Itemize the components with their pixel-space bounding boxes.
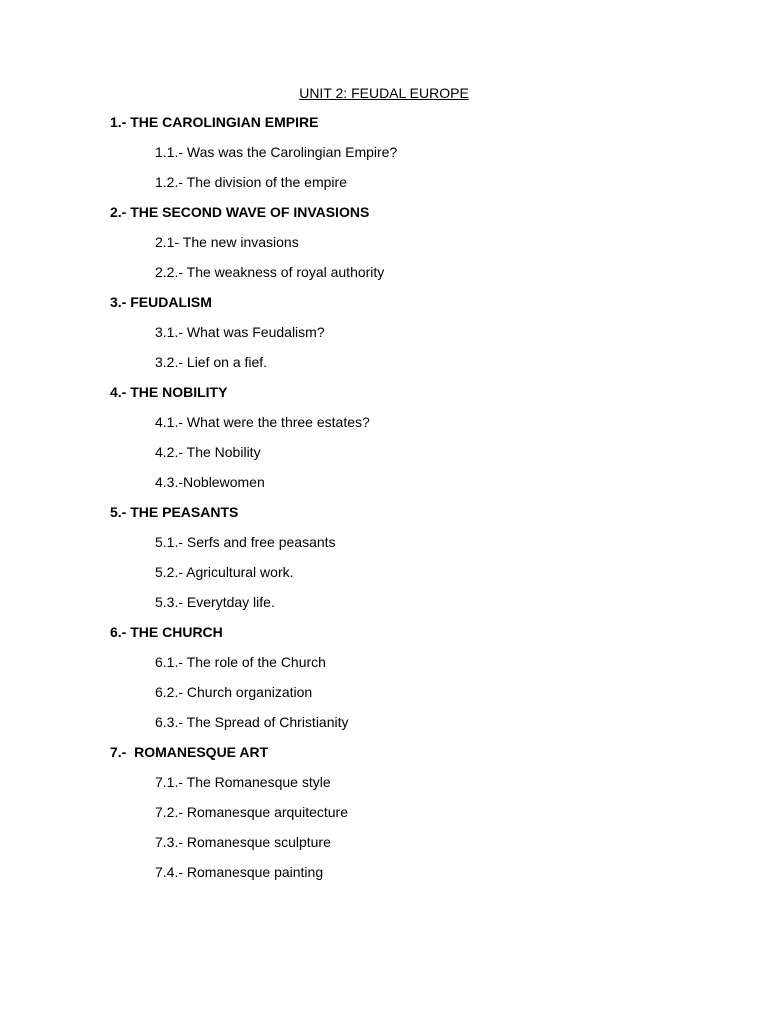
section-5 [110, 503, 397, 611]
subsection-item: 2.2.- The weakness of royal authority [155, 264, 385, 280]
subsection-item: 7.4.- Romanesque painting [155, 864, 324, 880]
section-heading: 1.- THE CAROLINGIAN EMPIRE [110, 114, 319, 130]
subsection-list [110, 143, 397, 191]
subsection-item: 6.3.- The Spread of Christianity [155, 714, 349, 730]
subsection-list [110, 773, 397, 881]
subsection-item: 5.1.- Serfs and free peasants [155, 534, 336, 550]
subsection-list [110, 413, 397, 491]
subsection-list [110, 533, 397, 611]
section-heading: 4.- THE NOBILITY [110, 384, 228, 400]
section-heading: 5.- THE PEASANTS [110, 504, 239, 520]
section-heading: 6.- THE CHURCH [110, 624, 223, 640]
subsection-item: 7.2.- Romanesque arquitecture [155, 804, 348, 820]
subsection-item: 4.1.- What were the three estates? [155, 414, 370, 430]
subsection-list [110, 323, 397, 371]
subsection-list [110, 233, 397, 281]
section-4 [110, 383, 397, 491]
section-7 [110, 743, 397, 881]
subsection-item: 2.1- The new invasions [155, 234, 299, 250]
section-heading: 2.- THE SECOND WAVE OF INVASIONS [110, 204, 370, 220]
subsection-item: 6.2.- Church organization [155, 684, 313, 700]
subsection-item: 4.2.- The Nobility [155, 444, 261, 460]
section-3 [110, 293, 397, 371]
subsection-list [110, 653, 397, 731]
subsection-item: 6.1.- The role of the Church [155, 654, 326, 670]
subsection-item: 7.1.- The Romanesque style [155, 774, 331, 790]
subsection-item: 3.2.- Lief on a fief. [155, 354, 268, 370]
subsection-item: 5.3.- Everytday life. [155, 594, 275, 610]
section-2 [110, 203, 397, 281]
subsection-item: 5.2.- Agricultural work. [155, 564, 294, 580]
section-heading: 3.- FEUDALISM [110, 294, 212, 310]
subsection-item: 1.1.- Was was the Carolingian Empire? [155, 144, 398, 160]
subsection-item: 1.2.- The division of the empire [155, 174, 347, 190]
subsection-item: 7.3.- Romanesque sculpture [155, 834, 331, 850]
document-title: UNIT 2: FEUDAL EUROPE [299, 85, 469, 101]
section-heading: 7.- ROMANESQUE ART [110, 744, 269, 760]
section-1 [110, 113, 397, 191]
table-of-contents [110, 113, 397, 893]
subsection-item: 3.1.- What was Feudalism? [155, 324, 325, 340]
section-6 [110, 623, 397, 731]
subsection-item: 4.3.-Noblewomen [155, 474, 265, 490]
